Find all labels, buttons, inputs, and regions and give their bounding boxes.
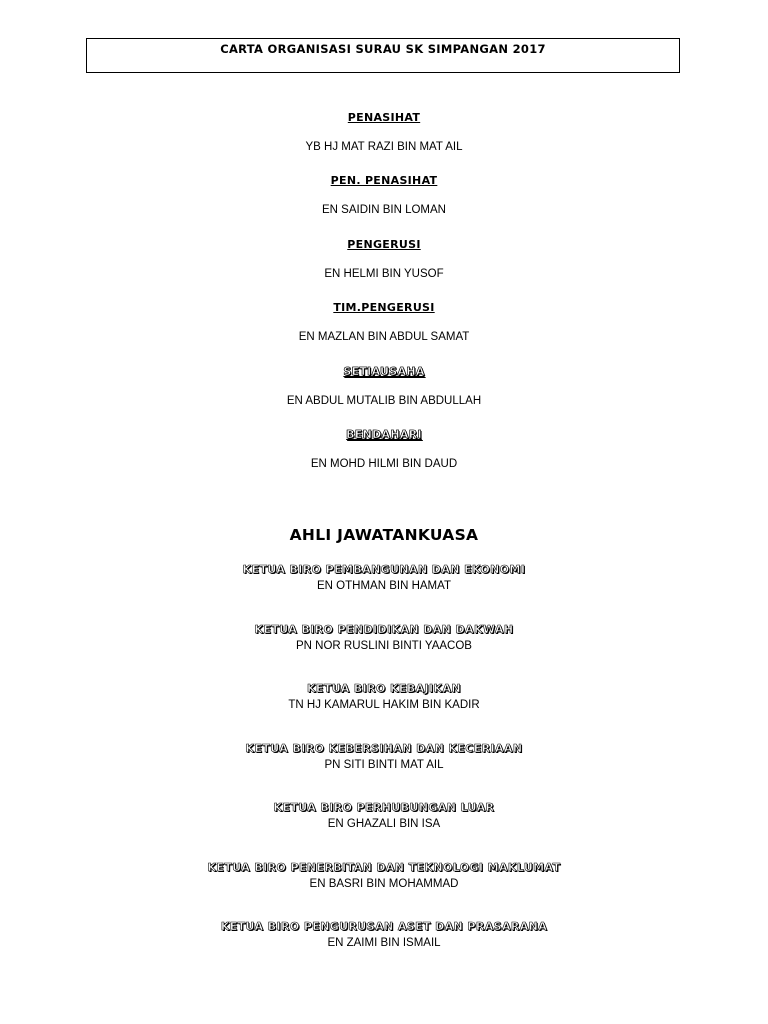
member-name: EN ZAIMI BIN ISMAIL (327, 937, 441, 949)
bureau-title: KETUA BIRO PENDIDIKAN DAN DAKWAH (254, 622, 514, 636)
bureau-title: KETUA BIRO PERHUBUNGAN LUAR (273, 801, 495, 814)
officer-name: EN SAIDIN BIN LOMAN (322, 204, 446, 217)
member-name: PN SITI BINTI MAT AIL (324, 758, 444, 771)
member-name: EN GHAZALI BIN ISA (327, 818, 441, 830)
document-title: CARTA ORGANISASI SURAU SK SIMPANGAN 2017 (220, 42, 546, 56)
title-box (86, 38, 680, 73)
committee-member (0, 562, 768, 622)
officer-role: PENGERUSI (347, 237, 421, 251)
committee-member (0, 860, 768, 920)
officer-name: EN HELMI BIN YUSOF (324, 267, 444, 280)
committee-member (0, 800, 768, 860)
committee-heading: AHLI JAWATANKUASA (289, 526, 479, 544)
member-name: PN NOR RUSLINI BINTI YAACOB (296, 639, 472, 652)
officer-pengerusi (0, 237, 768, 300)
committee-member (0, 741, 768, 801)
bureau-title: KETUA BIRO PENGURUSAN ASET DAN PRASARANA (220, 920, 548, 933)
officers-section (0, 110, 768, 490)
officer-role: BENDAHARI (346, 427, 422, 441)
bureau-title: KETUA BIRO KEBAJIKAN (307, 682, 461, 695)
bureau-title: KETUA BIRO PENERBITAN DAN TEKNOLOGI MAKLUMAT (207, 860, 561, 874)
bureau-title: KETUA BIRO KEBERSIHAN DAN KECERIAAN (245, 741, 523, 755)
officer-role: TIM.PENGERUSI (333, 301, 435, 315)
officer-name: EN MAZLAN BIN ABDUL SAMAT (298, 331, 470, 344)
officer-role: PEN. PENASIHAT (330, 174, 438, 188)
member-name: EN BASRI BIN MOHAMMAD (309, 877, 459, 890)
committee-member (0, 919, 768, 979)
member-name: TN HJ KAMARUL HAKIM BIN KADIR (288, 699, 480, 711)
committee-member (0, 681, 768, 741)
officer-setiausaha (0, 364, 768, 427)
committee-member (0, 622, 768, 682)
officer-role: PENASIHAT (347, 111, 421, 124)
officer-name: EN ABDUL MUTALIB BIN ABDULLAH (286, 394, 482, 407)
bureau-title: KETUA BIRO PEMBANGUNAN DAN EKONOMI (242, 563, 526, 576)
officer-name: EN MOHD HILMI BIN DAUD (310, 457, 458, 470)
officer-bendahari (0, 427, 768, 490)
committee-section (0, 562, 768, 979)
officer-pen-penasihat (0, 173, 768, 236)
officer-name: YB HJ MAT RAZI BIN MAT AIL (305, 141, 463, 153)
officer-penasihat (0, 110, 768, 173)
officer-role: SETIAUSAHA (343, 364, 425, 378)
member-name: EN OTHMAN BIN HAMAT (317, 580, 451, 592)
officer-tim-pengerusi (0, 300, 768, 363)
